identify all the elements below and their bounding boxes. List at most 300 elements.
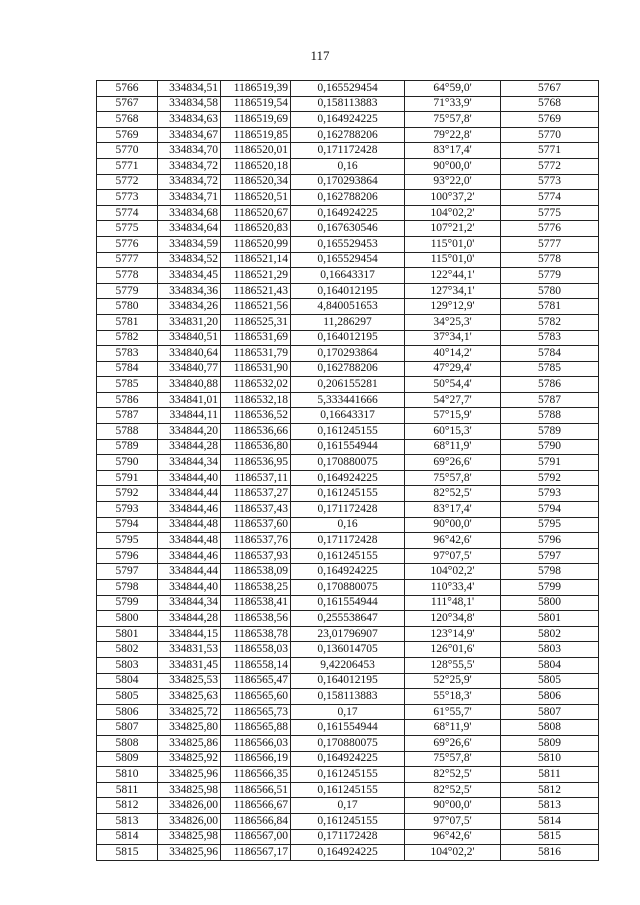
x-coordinate-cell: 334834,52 xyxy=(158,252,221,268)
x-coordinate-cell: 334844,40 xyxy=(158,580,221,596)
direction-angle-cell: 115°01,0' xyxy=(405,236,501,252)
distance-cell: 0,161554944 xyxy=(291,595,405,611)
next-point-number-cell: 5798 xyxy=(501,564,599,580)
direction-angle-cell: 107°21,2' xyxy=(405,221,501,237)
distance-cell: 0,171172428 xyxy=(291,143,405,159)
x-coordinate-cell: 334844,34 xyxy=(158,455,221,471)
table-row xyxy=(97,283,599,299)
x-coordinate-cell: 334834,72 xyxy=(158,158,221,174)
y-coordinate-cell: 1186520,99 xyxy=(221,236,291,252)
table-row xyxy=(97,439,599,455)
y-coordinate-cell: 1186538,41 xyxy=(221,595,291,611)
next-point-number-cell: 5797 xyxy=(501,548,599,564)
point-number-cell: 5772 xyxy=(97,174,158,190)
direction-angle-cell: 83°17,4' xyxy=(405,143,501,159)
table-row xyxy=(97,158,599,174)
distance-cell: 0,206155281 xyxy=(291,377,405,393)
point-number-cell: 5770 xyxy=(97,143,158,159)
table-row xyxy=(97,455,599,471)
x-coordinate-cell: 334825,53 xyxy=(158,673,221,689)
x-coordinate-cell: 334825,98 xyxy=(158,829,221,845)
next-point-number-cell: 5813 xyxy=(501,798,599,814)
next-point-number-cell: 5792 xyxy=(501,470,599,486)
x-coordinate-cell: 334826,00 xyxy=(158,813,221,829)
direction-angle-cell: 37°34,1' xyxy=(405,330,501,346)
table-row xyxy=(97,626,599,642)
y-coordinate-cell: 1186532,02 xyxy=(221,377,291,393)
table-row xyxy=(97,533,599,549)
x-coordinate-cell: 334826,00 xyxy=(158,798,221,814)
point-number-cell: 5768 xyxy=(97,112,158,128)
x-coordinate-cell: 334834,72 xyxy=(158,174,221,190)
next-point-number-cell: 5781 xyxy=(501,299,599,315)
table-row xyxy=(97,112,599,128)
point-number-cell: 5797 xyxy=(97,564,158,580)
x-coordinate-cell: 334844,46 xyxy=(158,548,221,564)
point-number-cell: 5778 xyxy=(97,268,158,284)
direction-angle-cell: 90°00,0' xyxy=(405,798,501,814)
direction-angle-cell: 68°11,9' xyxy=(405,439,501,455)
point-number-cell: 5815 xyxy=(97,845,158,861)
point-number-cell: 5785 xyxy=(97,377,158,393)
next-point-number-cell: 5770 xyxy=(501,127,599,143)
x-coordinate-cell: 334841,01 xyxy=(158,392,221,408)
direction-angle-cell: 128°55,5' xyxy=(405,657,501,673)
x-coordinate-cell: 334840,51 xyxy=(158,330,221,346)
point-number-cell: 5787 xyxy=(97,408,158,424)
x-coordinate-cell: 334825,98 xyxy=(158,782,221,798)
y-coordinate-cell: 1186521,43 xyxy=(221,283,291,299)
x-coordinate-cell: 334825,63 xyxy=(158,689,221,705)
table-row xyxy=(97,767,599,783)
next-point-number-cell: 5800 xyxy=(501,595,599,611)
point-number-cell: 5794 xyxy=(97,517,158,533)
distance-cell: 0,161245155 xyxy=(291,767,405,783)
direction-angle-cell: 100°37,2' xyxy=(405,190,501,206)
distance-cell: 0,164924225 xyxy=(291,470,405,486)
next-point-number-cell: 5784 xyxy=(501,346,599,362)
point-number-cell: 5784 xyxy=(97,361,158,377)
y-coordinate-cell: 1186565,47 xyxy=(221,673,291,689)
direction-angle-cell: 34°25,3' xyxy=(405,314,501,330)
distance-cell: 0,161245155 xyxy=(291,424,405,440)
y-coordinate-cell: 1186519,39 xyxy=(221,81,291,97)
y-coordinate-cell: 1186566,35 xyxy=(221,767,291,783)
direction-angle-cell: 55°18,3' xyxy=(405,689,501,705)
direction-angle-cell: 69°26,6' xyxy=(405,735,501,751)
distance-cell: 0,161245155 xyxy=(291,782,405,798)
y-coordinate-cell: 1186538,78 xyxy=(221,626,291,642)
next-point-number-cell: 5815 xyxy=(501,829,599,845)
table-row xyxy=(97,517,599,533)
direction-angle-cell: 75°57,8' xyxy=(405,470,501,486)
x-coordinate-cell: 334831,20 xyxy=(158,314,221,330)
point-number-cell: 5799 xyxy=(97,595,158,611)
point-number-cell: 5811 xyxy=(97,782,158,798)
direction-angle-cell: 127°34,1' xyxy=(405,283,501,299)
y-coordinate-cell: 1186536,52 xyxy=(221,408,291,424)
next-point-number-cell: 5790 xyxy=(501,439,599,455)
table-row xyxy=(97,751,599,767)
table-row xyxy=(97,361,599,377)
table-row xyxy=(97,190,599,206)
next-point-number-cell: 5786 xyxy=(501,377,599,393)
y-coordinate-cell: 1186558,03 xyxy=(221,642,291,658)
distance-cell: 0,164012195 xyxy=(291,330,405,346)
y-coordinate-cell: 1186537,76 xyxy=(221,533,291,549)
direction-angle-cell: 82°52,5' xyxy=(405,767,501,783)
table-row xyxy=(97,330,599,346)
point-number-cell: 5809 xyxy=(97,751,158,767)
x-coordinate-cell: 334834,67 xyxy=(158,127,221,143)
y-coordinate-cell: 1186519,69 xyxy=(221,112,291,128)
next-point-number-cell: 5814 xyxy=(501,813,599,829)
x-coordinate-cell: 334834,26 xyxy=(158,299,221,315)
table-row xyxy=(97,221,599,237)
distance-cell: 0,164924225 xyxy=(291,112,405,128)
x-coordinate-cell: 334825,96 xyxy=(158,767,221,783)
table-row xyxy=(97,689,599,705)
y-coordinate-cell: 1186565,60 xyxy=(221,689,291,705)
point-number-cell: 5807 xyxy=(97,720,158,736)
distance-cell: 0,161245155 xyxy=(291,813,405,829)
distance-cell: 0,164924225 xyxy=(291,205,405,221)
point-number-cell: 5801 xyxy=(97,626,158,642)
next-point-number-cell: 5809 xyxy=(501,735,599,751)
point-number-cell: 5771 xyxy=(97,158,158,174)
x-coordinate-cell: 334844,40 xyxy=(158,470,221,486)
table-row xyxy=(97,673,599,689)
direction-angle-cell: 129°12,9' xyxy=(405,299,501,315)
y-coordinate-cell: 1186537,27 xyxy=(221,486,291,502)
table-row xyxy=(97,299,599,315)
y-coordinate-cell: 1186520,67 xyxy=(221,205,291,221)
y-coordinate-cell: 1186519,54 xyxy=(221,96,291,112)
direction-angle-cell: 64°59,0' xyxy=(405,81,501,97)
distance-cell: 0,161554944 xyxy=(291,439,405,455)
point-number-cell: 5800 xyxy=(97,611,158,627)
next-point-number-cell: 5791 xyxy=(501,455,599,471)
point-number-cell: 5813 xyxy=(97,813,158,829)
distance-cell: 0,158113883 xyxy=(291,689,405,705)
point-number-cell: 5805 xyxy=(97,689,158,705)
next-point-number-cell: 5787 xyxy=(501,392,599,408)
next-point-number-cell: 5804 xyxy=(501,657,599,673)
distance-cell: 0,162788206 xyxy=(291,361,405,377)
table-row xyxy=(97,548,599,564)
y-coordinate-cell: 1186537,93 xyxy=(221,548,291,564)
table-row xyxy=(97,346,599,362)
direction-angle-cell: 82°52,5' xyxy=(405,782,501,798)
direction-angle-cell: 61°55,7' xyxy=(405,704,501,720)
point-number-cell: 5804 xyxy=(97,673,158,689)
x-coordinate-cell: 334844,44 xyxy=(158,564,221,580)
point-number-cell: 5814 xyxy=(97,829,158,845)
table-row xyxy=(97,143,599,159)
y-coordinate-cell: 1186567,17 xyxy=(221,845,291,861)
point-number-cell: 5780 xyxy=(97,299,158,315)
direction-angle-cell: 57°15,9' xyxy=(405,408,501,424)
point-number-cell: 5810 xyxy=(97,767,158,783)
next-point-number-cell: 5783 xyxy=(501,330,599,346)
y-coordinate-cell: 1186521,14 xyxy=(221,252,291,268)
y-coordinate-cell: 1186520,34 xyxy=(221,174,291,190)
next-point-number-cell: 5793 xyxy=(501,486,599,502)
y-coordinate-cell: 1186538,09 xyxy=(221,564,291,580)
y-coordinate-cell: 1186567,00 xyxy=(221,829,291,845)
distance-cell: 0,17 xyxy=(291,704,405,720)
y-coordinate-cell: 1186566,67 xyxy=(221,798,291,814)
table-row xyxy=(97,392,599,408)
next-point-number-cell: 5801 xyxy=(501,611,599,627)
distance-cell: 0,171172428 xyxy=(291,533,405,549)
x-coordinate-cell: 334834,59 xyxy=(158,236,221,252)
next-point-number-cell: 5802 xyxy=(501,626,599,642)
table-row xyxy=(97,782,599,798)
point-number-cell: 5766 xyxy=(97,81,158,97)
y-coordinate-cell: 1186538,25 xyxy=(221,580,291,596)
x-coordinate-cell: 334834,63 xyxy=(158,112,221,128)
distance-cell: 0,167630546 xyxy=(291,221,405,237)
x-coordinate-cell: 334831,53 xyxy=(158,642,221,658)
distance-cell: 0,164924225 xyxy=(291,845,405,861)
table-row xyxy=(97,127,599,143)
next-point-number-cell: 5782 xyxy=(501,314,599,330)
direction-angle-cell: 90°00,0' xyxy=(405,158,501,174)
y-coordinate-cell: 1186565,88 xyxy=(221,720,291,736)
point-number-cell: 5812 xyxy=(97,798,158,814)
distance-cell: 0,17 xyxy=(291,798,405,814)
distance-cell: 0,171172428 xyxy=(291,502,405,518)
next-point-number-cell: 5769 xyxy=(501,112,599,128)
direction-angle-cell: 104°02,2' xyxy=(405,564,501,580)
table-row xyxy=(97,174,599,190)
y-coordinate-cell: 1186520,51 xyxy=(221,190,291,206)
direction-angle-cell: 79°22,8' xyxy=(405,127,501,143)
x-coordinate-cell: 334844,20 xyxy=(158,424,221,440)
point-number-cell: 5774 xyxy=(97,205,158,221)
distance-cell: 0,170880075 xyxy=(291,735,405,751)
y-coordinate-cell: 1186532,18 xyxy=(221,392,291,408)
direction-angle-cell: 71°33,9' xyxy=(405,96,501,112)
y-coordinate-cell: 1186531,90 xyxy=(221,361,291,377)
next-point-number-cell: 5796 xyxy=(501,533,599,549)
distance-cell: 23,01796907 xyxy=(291,626,405,642)
table-row xyxy=(97,735,599,751)
point-number-cell: 5793 xyxy=(97,502,158,518)
distance-cell: 0,164924225 xyxy=(291,751,405,767)
next-point-number-cell: 5767 xyxy=(501,81,599,97)
direction-angle-cell: 60°15,3' xyxy=(405,424,501,440)
y-coordinate-cell: 1186531,69 xyxy=(221,330,291,346)
y-coordinate-cell: 1186531,79 xyxy=(221,346,291,362)
x-coordinate-cell: 334834,45 xyxy=(158,268,221,284)
point-number-cell: 5790 xyxy=(97,455,158,471)
table-row xyxy=(97,268,599,284)
next-point-number-cell: 5780 xyxy=(501,283,599,299)
direction-angle-cell: 115°01,0' xyxy=(405,252,501,268)
direction-angle-cell: 96°42,6' xyxy=(405,829,501,845)
direction-angle-cell: 68°11,9' xyxy=(405,720,501,736)
direction-angle-cell: 90°00,0' xyxy=(405,517,501,533)
y-coordinate-cell: 1186520,18 xyxy=(221,158,291,174)
table-row xyxy=(97,845,599,861)
next-point-number-cell: 5816 xyxy=(501,845,599,861)
distance-cell: 0,161245155 xyxy=(291,548,405,564)
next-point-number-cell: 5779 xyxy=(501,268,599,284)
point-number-cell: 5773 xyxy=(97,190,158,206)
distance-cell: 0,170293864 xyxy=(291,174,405,190)
y-coordinate-cell: 1186536,95 xyxy=(221,455,291,471)
table-row xyxy=(97,502,599,518)
table-row xyxy=(97,813,599,829)
table-row xyxy=(97,96,599,112)
direction-angle-cell: 126°01,6' xyxy=(405,642,501,658)
y-coordinate-cell: 1186566,84 xyxy=(221,813,291,829)
point-number-cell: 5796 xyxy=(97,548,158,564)
next-point-number-cell: 5772 xyxy=(501,158,599,174)
table-row xyxy=(97,564,599,580)
x-coordinate-cell: 334844,48 xyxy=(158,533,221,549)
next-point-number-cell: 5776 xyxy=(501,221,599,237)
x-coordinate-cell: 334840,64 xyxy=(158,346,221,362)
y-coordinate-cell: 1186536,80 xyxy=(221,439,291,455)
next-point-number-cell: 5771 xyxy=(501,143,599,159)
direction-angle-cell: 104°02,2' xyxy=(405,205,501,221)
distance-cell: 9,42206453 xyxy=(291,657,405,673)
next-point-number-cell: 5805 xyxy=(501,673,599,689)
next-point-number-cell: 5785 xyxy=(501,361,599,377)
x-coordinate-cell: 334844,44 xyxy=(158,486,221,502)
distance-cell: 0,16 xyxy=(291,158,405,174)
table-row xyxy=(97,486,599,502)
point-number-cell: 5777 xyxy=(97,252,158,268)
x-coordinate-cell: 334834,70 xyxy=(158,143,221,159)
direction-angle-cell: 122°44,1' xyxy=(405,268,501,284)
distance-cell: 11,286297 xyxy=(291,314,405,330)
distance-cell: 0,16643317 xyxy=(291,408,405,424)
direction-angle-cell: 83°17,4' xyxy=(405,502,501,518)
x-coordinate-cell: 334825,86 xyxy=(158,735,221,751)
point-number-cell: 5798 xyxy=(97,580,158,596)
table-row xyxy=(97,205,599,221)
point-number-cell: 5795 xyxy=(97,533,158,549)
table-row xyxy=(97,470,599,486)
y-coordinate-cell: 1186537,43 xyxy=(221,502,291,518)
table-body xyxy=(97,81,599,861)
direction-angle-cell: 54°27,7' xyxy=(405,392,501,408)
table-row xyxy=(97,704,599,720)
point-number-cell: 5802 xyxy=(97,642,158,658)
next-point-number-cell: 5773 xyxy=(501,174,599,190)
y-coordinate-cell: 1186537,11 xyxy=(221,470,291,486)
direction-angle-cell: 52°25,9' xyxy=(405,673,501,689)
x-coordinate-cell: 334844,28 xyxy=(158,439,221,455)
table-row xyxy=(97,424,599,440)
distance-cell: 0,165529454 xyxy=(291,252,405,268)
distance-cell: 0,164012195 xyxy=(291,283,405,299)
point-number-cell: 5786 xyxy=(97,392,158,408)
direction-angle-cell: 96°42,6' xyxy=(405,533,501,549)
y-coordinate-cell: 1186538,56 xyxy=(221,611,291,627)
table-row xyxy=(97,81,599,97)
table-row xyxy=(97,657,599,673)
distance-cell: 0,255538647 xyxy=(291,611,405,627)
next-point-number-cell: 5794 xyxy=(501,502,599,518)
point-number-cell: 5789 xyxy=(97,439,158,455)
table-row xyxy=(97,829,599,845)
x-coordinate-cell: 334844,11 xyxy=(158,408,221,424)
point-number-cell: 5782 xyxy=(97,330,158,346)
next-point-number-cell: 5778 xyxy=(501,252,599,268)
table-row xyxy=(97,595,599,611)
distance-cell: 0,158113883 xyxy=(291,96,405,112)
next-point-number-cell: 5774 xyxy=(501,190,599,206)
distance-cell: 0,162788206 xyxy=(291,127,405,143)
table-row xyxy=(97,642,599,658)
y-coordinate-cell: 1186520,83 xyxy=(221,221,291,237)
point-number-cell: 5803 xyxy=(97,657,158,673)
x-coordinate-cell: 334840,77 xyxy=(158,361,221,377)
next-point-number-cell: 5812 xyxy=(501,782,599,798)
direction-angle-cell: 120°34,8' xyxy=(405,611,501,627)
table-row xyxy=(97,611,599,627)
y-coordinate-cell: 1186566,19 xyxy=(221,751,291,767)
point-number-cell: 5783 xyxy=(97,346,158,362)
next-point-number-cell: 5768 xyxy=(501,96,599,112)
point-number-cell: 5767 xyxy=(97,96,158,112)
distance-cell: 0,165529454 xyxy=(291,81,405,97)
coordinates-table xyxy=(96,80,599,861)
table-row xyxy=(97,377,599,393)
y-coordinate-cell: 1186525,31 xyxy=(221,314,291,330)
distance-cell: 0,161554944 xyxy=(291,720,405,736)
direction-angle-cell: 82°52,5' xyxy=(405,486,501,502)
x-coordinate-cell: 334825,96 xyxy=(158,845,221,861)
point-number-cell: 5791 xyxy=(97,470,158,486)
point-number-cell: 5792 xyxy=(97,486,158,502)
direction-angle-cell: 40°14,2' xyxy=(405,346,501,362)
direction-angle-cell: 47°29,4' xyxy=(405,361,501,377)
next-point-number-cell: 5777 xyxy=(501,236,599,252)
distance-cell: 0,164012195 xyxy=(291,673,405,689)
point-number-cell: 5779 xyxy=(97,283,158,299)
next-point-number-cell: 5803 xyxy=(501,642,599,658)
distance-cell: 0,170880075 xyxy=(291,580,405,596)
next-point-number-cell: 5799 xyxy=(501,580,599,596)
x-coordinate-cell: 334825,92 xyxy=(158,751,221,767)
direction-angle-cell: 69°26,6' xyxy=(405,455,501,471)
y-coordinate-cell: 1186521,29 xyxy=(221,268,291,284)
x-coordinate-cell: 334825,80 xyxy=(158,720,221,736)
table-row xyxy=(97,720,599,736)
direction-angle-cell: 93°22,0' xyxy=(405,174,501,190)
x-coordinate-cell: 334834,51 xyxy=(158,81,221,97)
page-number: 117 xyxy=(310,48,330,63)
next-point-number-cell: 5807 xyxy=(501,704,599,720)
x-coordinate-cell: 334844,28 xyxy=(158,611,221,627)
x-coordinate-cell: 334834,71 xyxy=(158,190,221,206)
next-point-number-cell: 5789 xyxy=(501,424,599,440)
direction-angle-cell: 123°14,9' xyxy=(405,626,501,642)
y-coordinate-cell: 1186558,14 xyxy=(221,657,291,673)
direction-angle-cell: 75°57,8' xyxy=(405,751,501,767)
direction-angle-cell: 97°07,5' xyxy=(405,813,501,829)
y-coordinate-cell: 1186521,56 xyxy=(221,299,291,315)
table-row xyxy=(97,580,599,596)
table-row xyxy=(97,236,599,252)
distance-cell: 0,16643317 xyxy=(291,268,405,284)
